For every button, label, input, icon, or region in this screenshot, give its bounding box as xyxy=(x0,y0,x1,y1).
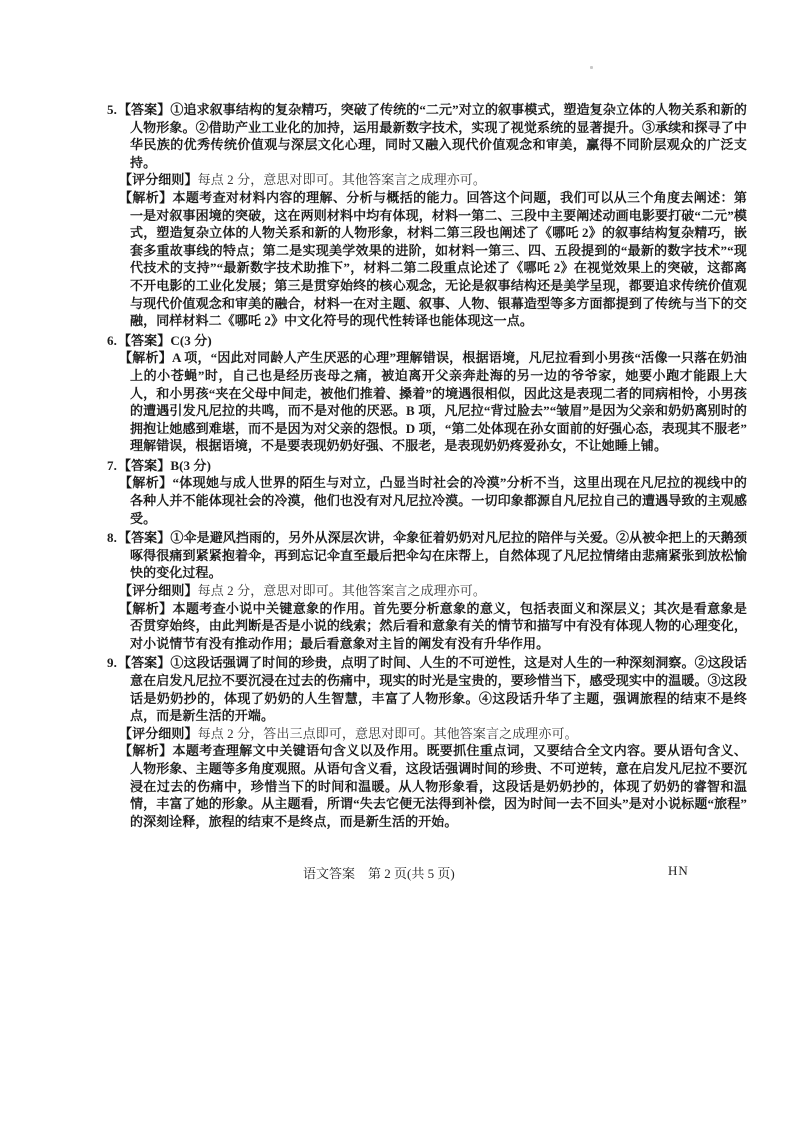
analysis-paragraph xyxy=(119,474,747,527)
page-footer xyxy=(0,863,800,883)
analysis-section-label: 【解析】 xyxy=(119,350,172,366)
scoring-text: 每点 2 分，意思对即可。其他答案言之成理亦可。 xyxy=(197,172,487,188)
answer-text: ①伞是避风挡雨的，另外从深层次讲，伞象征着奶奶对凡尼拉的陪伴与关爱。②从被伞把上的天鹅颈啄得很痛到紧紧抱着伞，再到忘记伞直至最后把伞勾在床帮上，自然体现了凡尼拉情绪由悲痛紧张到放松愉快的变化过程。 xyxy=(130,530,748,581)
scoring-paragraph xyxy=(119,725,747,743)
scoring-paragraph xyxy=(119,171,747,189)
analysis-section-label: 【解析】 xyxy=(119,743,173,759)
analysis-text: A 项，“因此对同龄人产生厌恶的心理”理解错误，根据语境，凡尼拉看到小男孩“活像一只落在奶油上的小苍蝇”时，自己也是经历丧母之痛，被迫离开父亲奔赴海的另一边的爷爷家，她要小跑才能跟上大人，和小男孩“夹在父母中间走，被他们推着、搡着”的境遇很相似，因此这是表现二者的同病相怜，小男孩的遭遇引发凡尼拉的共鸣，而不是对他的厌恶。B 项，凡尼拉“背过脸去”“皱眉”是因为父亲和奶奶离别时的拥抱让她感到难堪，而不是因为对父亲的怨恨。D 项，“第二处体现在孙女面前的好强心态，表现其不服老”理解错误，根据语境，不是要表现奶奶好强、不服老，是表现奶奶疼爱孙女，不让她睡上铺。 xyxy=(130,350,747,454)
analysis-paragraph xyxy=(119,189,747,330)
footer-paper-code: HN xyxy=(668,863,689,878)
scoring-section-label: 【评分细则】 xyxy=(119,725,198,741)
analysis-section-label: 【解析】 xyxy=(119,475,173,491)
answer-paragraph xyxy=(107,332,747,350)
answer-key-body xyxy=(0,101,747,832)
scoring-section-label: 【评分细则】 xyxy=(119,172,198,188)
question-number: 6. xyxy=(107,332,117,348)
analysis-section-label: 【解析】 xyxy=(119,600,173,616)
answer-section-label: 【答案】 xyxy=(117,655,171,671)
footer-page-label: 语文答案 第 2 页(共 5 页) xyxy=(303,866,455,881)
answer-text: C(3 分) xyxy=(170,332,212,348)
analysis-text: “体现她与成人世界的陌生与对立，凸显当时社会的冷漠”分析不当，这里出现在凡尼拉的视线中的各种人并不能体现社会的冷漠，他们也没有对凡尼拉冷漠。一切印象都源自凡尼拉自己的遭遇导致的主观感受。 xyxy=(130,475,747,526)
analysis-section-label: 【解析】 xyxy=(119,189,173,205)
analysis-text: 本题考查小说中关键意象的作用。首先要分析意象的意义，包括表面义和深层义；其次是看意象是否贯穿始终，由此判断是否是小说的线索；然后看和意象有关的情节和描写中有没有体现人物的心理变化，对小说情节有没有推动作用；最后看意象对主旨的阐发有没有升华作用。 xyxy=(130,600,747,651)
answer-text: ①追求叙事结构的复杂精巧，突破了传统的“二元”对立的叙事模式，塑造复杂立体的人物关系和新的人物形象。②借助产业工业化的加持，运用最新数字技术，实现了视觉系统的显著提升。③承续和探寻了中华民族的优秀传统价值观与深层文化心理，同时又融入现代价值观念和审美，赢得不同阶层观众的广泛支持。 xyxy=(130,102,747,170)
question-block xyxy=(107,529,748,652)
scoring-section-label: 【评分细则】 xyxy=(119,583,198,599)
analysis-paragraph xyxy=(119,742,747,830)
analysis-text: 本题考查理解文中关键语句含义以及作用。既要抓住重点词，又要结合全文内容。要从语句含义、人物形象、主题等多角度观照。从语句含义看，这段话强调时间的珍贵、不可逆转，意在启发凡尼拉不要沉浸在过去的伤痛中，珍惜当下的时间和温暖。从人物形象看，这段话是奶奶抄的，体现了奶奶的睿智和温情，丰富了她的形象。从主题看，所谓“失去它便无法得到补偿，因为时间一去不回头”是对小说标题“旅程”的深刻诠释，旅程的结束不是终点，而是新生活的开始。 xyxy=(130,743,747,829)
answer-section-label: 【答案】 xyxy=(117,102,171,117)
analysis-text: 本题考查对材料内容的理解、分析与概括的能力。回答这个问题，我们可以从三个角度去阐述：第一是对叙事困境的突破，这在两则材料中均有体现，材料一第二、三段中主要阐述动画电影要打破“二元”模式，塑造复杂立体的人物关系和新的人物形象，材料二第三段也阐述了《哪吒 2》的叙事结构复杂精巧，嵌套多重故事线的特点；第二是实现美学效果的进阶，如材料一第三、四、五段提到的“最新的数字技术”“现代技术的支持”“最新数字技术助推下”，材料二第二段重点论述了《哪吒 2》在视觉效果上的突破，这都离不开电影的工业化发展；第三是贯穿始终的核心观念，无论是叙事结构还是美学呈现，都要追求传统价值观与现代价值观念和审美的融合，材料一在对主题、叙事、人物、银幕造型等多方面都提到了传统与当下的交融，同样材料二《哪吒 2》中文化符号的现代性转译也能体现这一点。 xyxy=(130,189,747,329)
analysis-paragraph xyxy=(119,349,747,455)
scoring-text: 每点 2 分，答出三点即可，意思对即可。其他答案言之成理亦可。 xyxy=(197,725,578,741)
answer-section-label: 【答案】 xyxy=(117,457,171,473)
answer-section-label: 【答案】 xyxy=(117,530,171,546)
question-number: 9. xyxy=(107,655,117,671)
answer-text: ①这段话强调了时间的珍贵，点明了时间、人生的不可逆性，这是对人生的一种深刻洞察。②这段话意在启发凡尼拉不要沉浸在过去的伤痛中，现实的时光是宝贵的，要珍惜当下，感受现实中的温暖。③这段话是奶奶抄的，体现了奶奶的人生智慧，丰富了人物形象。④这段话升华了主题，强调旅程的结束不是终点，而是新生活的开端。 xyxy=(130,655,748,724)
question-block xyxy=(107,101,747,330)
question-block xyxy=(107,654,748,830)
answer-paragraph xyxy=(107,654,748,724)
answer-paragraph xyxy=(107,101,747,171)
question-block xyxy=(107,332,747,455)
answer-paragraph xyxy=(107,457,747,475)
question-block xyxy=(107,457,747,527)
scan-artifact-dot xyxy=(590,66,593,69)
scoring-text: 每点 2 分，意思对即可。其他答案言之成理亦可。 xyxy=(197,583,487,599)
question-number: 8. xyxy=(107,530,117,546)
question-number: 7. xyxy=(107,457,117,473)
answer-paragraph xyxy=(107,529,748,582)
question-number: 5. xyxy=(107,102,117,117)
answer-text: B(3 分) xyxy=(170,457,212,473)
answer-section-label: 【答案】 xyxy=(117,332,171,348)
scoring-paragraph xyxy=(119,582,747,600)
analysis-paragraph xyxy=(119,600,747,653)
